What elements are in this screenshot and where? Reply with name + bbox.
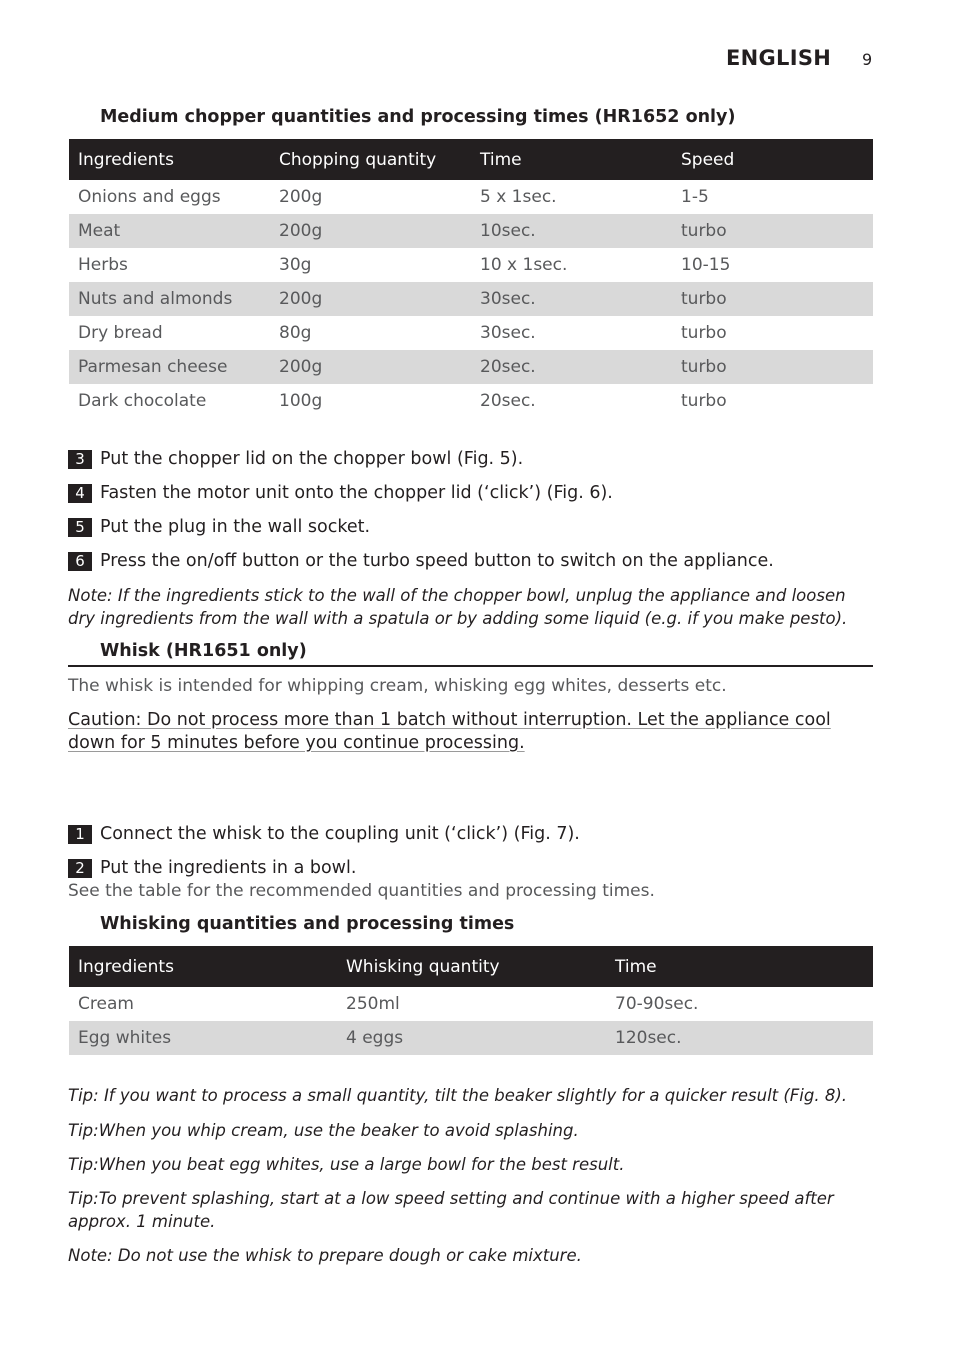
cell-speed: turbo — [681, 323, 727, 343]
step-item — [68, 517, 370, 537]
cell-quantity: 200g — [279, 187, 323, 207]
cell-time: 10sec. — [471, 214, 672, 248]
table-row — [69, 1021, 873, 1055]
table-row — [69, 987, 873, 1021]
cell-time: 20sec. — [471, 350, 672, 384]
cell-time: 5 x 1sec. — [480, 187, 557, 207]
column-header-time: Time — [606, 946, 873, 987]
cell-time: 30sec. — [471, 282, 672, 316]
step-item — [68, 858, 356, 878]
step-item — [68, 449, 523, 469]
cell-ingredient: Nuts and almonds — [69, 282, 270, 316]
step-text: Put the plug in the wall socket. — [100, 517, 371, 537]
cell-quantity: 30g — [279, 255, 312, 275]
table-row — [69, 248, 873, 282]
cell-time: 70-90sec. — [615, 994, 699, 1014]
step-item — [68, 483, 613, 503]
see-table-text: See the table for the recommended quantities and processing times. — [68, 881, 655, 901]
step-number: 6 — [68, 552, 92, 571]
cell-quantity: 200g — [270, 282, 471, 316]
cell-quantity: 250ml — [346, 994, 400, 1014]
note-text: Note: Do not use the whisk to prepare dough or cake mixture. — [68, 1246, 582, 1265]
step-text: Connect the whisk to the coupling unit (‘click’) (Fig. 7). — [100, 824, 580, 844]
step-number: 2 — [68, 859, 92, 878]
step-number: 1 — [68, 825, 92, 844]
cell-speed: turbo — [681, 391, 727, 411]
step-item — [68, 824, 580, 844]
cell-time: 30sec. — [480, 323, 536, 343]
table-row — [69, 214, 873, 248]
section-divider — [68, 665, 873, 667]
cell-ingredient: Herbs — [78, 255, 128, 275]
whisking-table — [69, 946, 873, 1055]
note-text: Note: If the ingredients stick to the wall of the chopper bowl, unplug the appliance and loosen dry ingredients from the wall with a spatula or by adding some liquid (e.g. if you make pesto). — [68, 586, 848, 628]
column-header-quantity: Whisking quantity — [337, 946, 606, 987]
cell-quantity: 80g — [279, 323, 312, 343]
cell-speed: 10-15 — [681, 255, 731, 275]
cell-ingredient: Onions and eggs — [78, 187, 221, 207]
cell-quantity: 200g — [270, 214, 471, 248]
tip-text: Tip: If you want to process a small quantity, tilt the beaker slightly for a quicker result (Fig. 8). — [68, 1086, 848, 1105]
cell-speed: 1-5 — [681, 187, 709, 207]
step-number: 3 — [68, 450, 92, 469]
table-header-row — [69, 946, 873, 987]
whisk-section-title: Whisk (HR1651 only) — [100, 641, 307, 661]
chopper-table-title: Medium chopper quantities and processing times (HR1652 only) — [100, 107, 736, 127]
table-row — [69, 282, 873, 316]
cell-time: 120sec. — [606, 1021, 873, 1055]
column-header-quantity: Chopping quantity — [270, 139, 471, 180]
table-row — [69, 384, 873, 418]
step-text: Put the chopper lid on the chopper bowl (Fig. 5). — [100, 449, 524, 469]
chopper-table — [69, 139, 873, 418]
cell-quantity: 100g — [279, 391, 323, 411]
cell-time: 10 x 1sec. — [480, 255, 568, 275]
tip-text: Tip:When you whip cream, use the beaker to avoid splashing. — [68, 1121, 579, 1140]
language-label: ENGLISH — [726, 46, 832, 70]
caution-text — [68, 709, 868, 755]
cell-ingredient: Egg whites — [69, 1021, 337, 1055]
step-number: 4 — [68, 484, 92, 503]
step-text: Put the ingredients in a bowl. — [100, 858, 357, 878]
column-header-speed: Speed — [672, 139, 873, 180]
cell-quantity: 4 eggs — [337, 1021, 606, 1055]
tip-text: Tip:To prevent splashing, start at a low speed setting and continue with a higher speed after approx. 1 minute. — [68, 1189, 834, 1231]
cell-ingredient: Dark chocolate — [78, 391, 207, 411]
caution-text-content: Caution: Do not process more than 1 batch without interruption. Let the appliance cool down for 5 minutes before you continue processing. — [68, 710, 831, 753]
table-row — [69, 180, 873, 214]
tip-text: Tip:When you beat egg whites, use a large bowl for the best result. — [68, 1155, 625, 1174]
column-header-time: Time — [471, 139, 672, 180]
table-row — [69, 316, 873, 350]
step-number: 5 — [68, 518, 92, 537]
step-text: Press the on/off button or the turbo speed button to switch on the appliance. — [100, 551, 774, 571]
table-header-row — [69, 139, 873, 180]
column-header-ingredients: Ingredients — [69, 946, 337, 987]
table-row — [69, 350, 873, 384]
cell-ingredient: Meat — [69, 214, 270, 248]
step-text: Fasten the motor unit onto the chopper lid (‘click’) (Fig. 6). — [100, 483, 613, 503]
step-item — [68, 551, 774, 571]
whisking-table-title: Whisking quantities and processing times — [100, 914, 515, 934]
page-number: 9 — [862, 50, 873, 69]
cell-quantity: 200g — [270, 350, 471, 384]
cell-speed: turbo — [672, 214, 873, 248]
cell-time: 20sec. — [480, 391, 536, 411]
column-header-ingredients: Ingredients — [69, 139, 270, 180]
cell-speed: turbo — [672, 350, 873, 384]
cell-ingredient: Parmesan cheese — [69, 350, 270, 384]
cell-ingredient: Dry bread — [78, 323, 163, 343]
whisk-intro: The whisk is intended for whipping cream, whisking egg whites, desserts etc. — [68, 676, 727, 696]
cell-ingredient: Cream — [78, 994, 134, 1014]
cell-speed: turbo — [672, 282, 873, 316]
